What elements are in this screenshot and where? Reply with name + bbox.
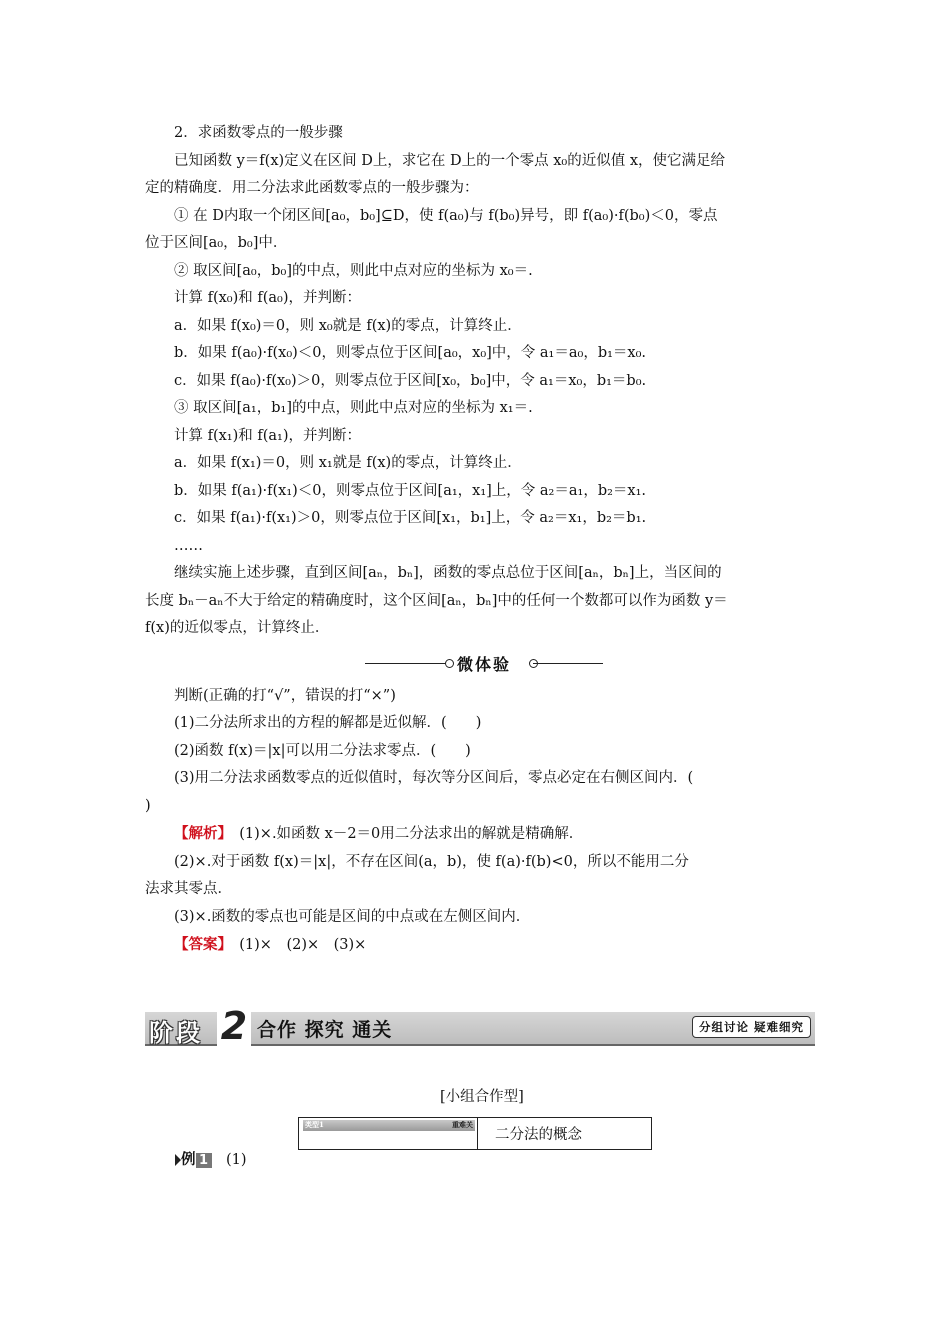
section-title: 2．求函数零点的一般步骤 <box>174 125 343 141</box>
divider <box>533 663 603 664</box>
example-word: 例 <box>181 1152 196 1168</box>
answer-line <box>145 931 815 960</box>
step-1-line-2: 位于区间[a₀，b₀]中． <box>145 235 288 251</box>
stage-title: 合作 探究 通关 <box>257 1019 393 1041</box>
type-bar <box>303 1120 475 1131</box>
example-number: 1 <box>196 1153 212 1168</box>
experience-title: 微体验 <box>457 654 512 674</box>
stage-banner <box>145 1004 815 1048</box>
divider <box>477 1118 478 1149</box>
analysis-tag: 【解析】 <box>174 825 225 842</box>
intro-line-1: 已知函数 y＝f(x)定义在区间 D上，求它在 D上的一个零点 x₀的近似值 x，使它满足给 <box>174 152 726 169</box>
judge-instruction: 判断(正确的打“√”，错误的打“×”) <box>174 687 396 704</box>
analysis-1 <box>145 820 815 849</box>
type-name: 二分法的概念 <box>495 1127 582 1143</box>
analysis-2-line-1: (2)×.对于函数 f(x)＝|x|，不存在区间(a，b)，使 f(a)·f(b)<0，所以不能用二分 <box>174 853 689 870</box>
circle-icon <box>445 659 454 668</box>
analysis-1-text: (1)×.如函数 x－2＝0用二分法求出的解就是精确解． <box>239 826 584 842</box>
stage-note: 分组讨论 疑难细究 <box>692 1016 811 1038</box>
type-box <box>298 1117 652 1150</box>
question-3-line-1: (3)用二分法求函数零点的近似值时，每次等分区间后，零点必定在右侧区间内．( <box>174 770 694 786</box>
analysis-2-line-2: 法求其零点． <box>145 881 232 897</box>
intro-line-2: 定的精确度．用二分法求此函数零点的一般步骤为： <box>145 180 479 196</box>
calc-1: 计算 f(x₀)和 f(a₀)，并判断： <box>174 290 362 306</box>
experience-header <box>145 649 815 679</box>
type-label: 类型1 <box>305 1120 324 1129</box>
group-label: [小组合作型] <box>440 1089 524 1105</box>
case-a-2: a．如果 f(x₁)＝0，则 x₁就是 f(x)的零点，计算终止． <box>174 455 522 471</box>
difficulty-label: 重难关 <box>452 1120 473 1129</box>
document-body <box>145 120 815 960</box>
case-b-1: b．如果 f(a₀)·f(x₀)＜0，则零点位于区间[a₀，x₀]中，令 a₁＝a₀，b₁＝x₀. <box>174 345 647 361</box>
question-1: (1)二分法所求出的方程的解都是近似解．( ) <box>174 715 482 731</box>
case-c-1: c．如果 f(a₀)·f(x₀)＞0，则零点位于区间[x₀，b₀]中，令 a₁＝x₀，b₁＝b₀. <box>174 372 647 389</box>
divider <box>365 663 449 664</box>
step-2: ② 取区间[a₀，b₀]的中点，则此中点对应的坐标为 x₀＝. <box>174 262 533 279</box>
example-label <box>175 1148 247 1169</box>
question-3-line-2: ) <box>145 797 151 814</box>
continue-line-2: 长度 bₙ－aₙ不大于给定的精确度时，这个区间[aₙ，bₙ]中的任何一个数都可以作为函数 y＝ <box>145 592 728 609</box>
case-c-2: c．如果 f(a₁)·f(x₁)＞0，则零点位于区间[x₁，b₁]上，令 a₂＝x₁，b₂＝b₁. <box>174 510 647 526</box>
question-2: (2)函数 f(x)＝|x|可以用二分法求零点．( ) <box>174 742 471 759</box>
answer-tag: 【答案】 <box>174 936 225 953</box>
analysis-3: (3)×.函数的零点也可能是区间的中点或在左侧区间内． <box>174 908 531 925</box>
example-part: (1) <box>226 1152 247 1168</box>
continue-line-3: f(x)的近似零点，计算终止． <box>145 620 330 636</box>
case-a-1: a．如果 f(x₀)＝0，则 x₀就是 f(x)的零点，计算终止． <box>174 317 522 334</box>
ellipsis: …… <box>174 537 203 554</box>
step-1-line-1: ① 在 D内取一个闭区间[a₀，b₀]⊆D，使 f(a₀)与 f(b₀)异号，即 f(a₀)·f(b₀)＜0，零点 <box>174 207 718 224</box>
step-3: ③ 取区间[a₁，b₁]的中点，则此中点对应的坐标为 x₁＝. <box>174 400 533 416</box>
continue-line-1: 继续实施上述步骤，直到区间[aₙ，bₙ]，函数的零点总位于区间[aₙ，bₙ]上，当区间的 <box>174 565 722 581</box>
calc-2: 计算 f(x₁)和 f(a₁)，并判断： <box>174 427 362 444</box>
answer-text: (1)× (2)× (3)× <box>239 937 367 953</box>
stage-number: 2 <box>217 1006 251 1046</box>
stage-word: 阶段 <box>149 1019 203 1047</box>
case-b-2: b．如果 f(a₁)·f(x₁)＜0，则零点位于区间[a₁，x₁]上，令 a₂＝a₁，b₂＝x₁. <box>174 482 647 499</box>
